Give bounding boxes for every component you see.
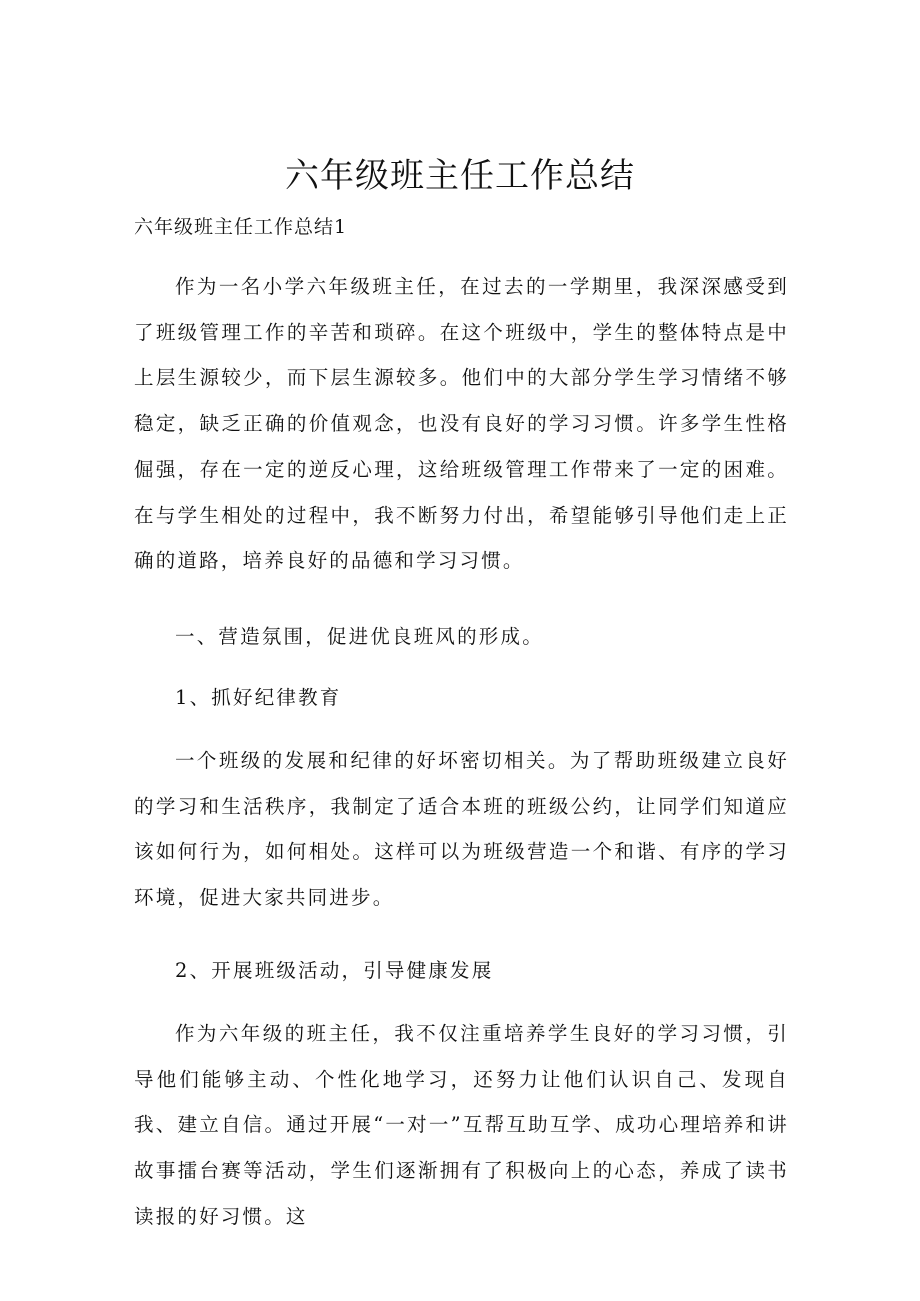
paragraph-intro: 作为一名小学六年级班主任，在过去的一学期里，我深深感受到了班级管理工作的辛苦和琐碎。在这个班级中，学生的整体特点是中上层生源较少，而下层生源较多。他们中的大部分学生学习情绪不够稳定，缺乏正确的价值观念，也没有良好的学习习惯。许多学生性格倔强，存在一定的逆反心理，这给班级管理工作带来了一定的困难。在与学生相处的过程中，我不断努力付出，希望能够引导他们走上正确的道路，培养良好的品德和学习习惯。 — [134, 275, 789, 573]
paragraph-discipline: 一个班级的发展和纪律的好坏密切相关。为了帮助班级建立良好的学习和生活秩序，我制定了适合本班的班级公约，让同学们知道应该如何行为，如何相处。这样可以为班级营造一个和谐、有序的学习环境，促进大家共同进步。 — [134, 749, 789, 910]
document-subtitle: 六年级班主任工作总结1 — [134, 216, 348, 238]
paragraph-activities: 作为六年级的班主任，我不仅注重培养学生良好的学习习惯，引导他们能够主动、个性化地学习，还努力让他们认识自己、发现自我、建立自信。通过开展“一对一”互帮互助互学、成功心理培养和讲故事擂台赛等活动，学生们逐渐拥有了积极向上的心态，养成了读书读报的好习惯。这 — [134, 1022, 789, 1228]
section-heading-atmosphere: 一、营造氛围，促进优良班风的形成。 — [175, 625, 544, 648]
document-title: 六年级班主任工作总结 — [285, 156, 635, 196]
item-heading-discipline: 1、抓好纪律教育 — [175, 686, 342, 709]
item-heading-activities: 2、开展班级活动，引导健康发展 — [175, 959, 494, 982]
